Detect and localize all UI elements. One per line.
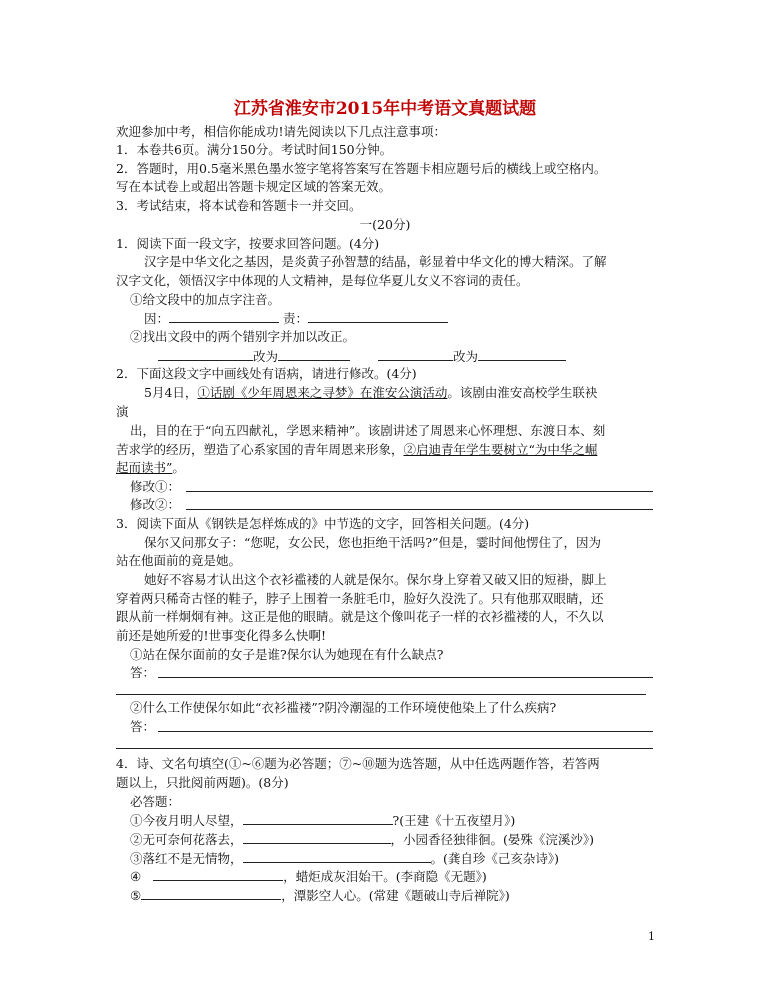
q4-stem-2: 题以上，只批阅前两题)。(8分) [116,775,289,790]
q4-stem-1: 4．诗、文名句填空(①~⑥题为必答题；⑦~⑩题为选答题，从中任选两题作答，若答两 [116,756,600,771]
notice-item-1: 1．本卷共6页。满分150分。考试时间150分钟。 [116,142,393,157]
answer-blank-yin[interactable] [169,310,279,323]
q4-item-2 [130,831,594,848]
q3-answer-line-2[interactable] [116,694,646,695]
section-heading: 一(20分) [359,217,411,232]
q2-fix-1-label: 修改①： [130,479,181,494]
q3-answer-line-1[interactable] [158,677,653,678]
q3-para-1: 保尔又问那女子：“您呢，女公民，您也拒绝干活吗?”但是，霎时间他愣住了，因为 [144,535,601,550]
q2-underlined-1: ①话剧《少年周恩来之寻梦》在淮安公演活动 [197,385,448,400]
q1-para-2: 汉字文化，领悟汉字中体现的人文精神，是每位华夏儿女义不容词的责任。 [116,273,529,288]
q2-underlined-2: ②启迪青年学生要树立“为中华之崛 [403,442,598,457]
q2-fix-2-label: 修改②： [130,497,181,512]
notice-item-2: 2．答题时，用0.5毫米黑色墨水签字笔将答案写在答题卡相应题号后的横线上或空格内。 [116,161,607,176]
notice-item-2-cont: 写在本试卷上或超出答题卡规定区域的答案无效。 [116,179,392,194]
q3-para-2: 站在他面前的竟是她。 [116,553,242,568]
q4-item-3-text: ③落红不是无情物， [130,851,243,866]
q3-answer-label-1: 答： [130,665,156,680]
q1-pinyin-row [144,310,448,327]
q2-fix-2-answer-line[interactable] [186,509,653,510]
q3-para-4: 穿着两只稀奇古怪的鞋子，脖子上围着一条脏毛巾，脸好久没洗了。只有他那双眼睛，还 [116,591,604,606]
q4-blank-1[interactable] [243,812,393,825]
q4-blank-5[interactable] [141,887,281,900]
q2-line-5 [116,460,185,476]
q1-correction-row [158,348,566,365]
q3-answer-line-4[interactable] [116,748,653,749]
q4-blank-3[interactable] [243,850,431,863]
answer-blank-ze[interactable] [308,310,448,323]
q3-para-5: 跟从前一样炯炯有神。这正是他的眼睛。就是这个像叫花子一样的衣衫褴褛的人，不久以 [116,609,604,624]
q3-para-6: 前还是她所爱的!世事变化得多么快啊! [116,628,327,643]
q3-para-3: 她好不容易才认出这个衣衫褴褛的人就是保尔。保尔身上穿着又破又旧的短褂，脚上 [144,572,607,587]
q4-blank-4[interactable] [153,868,283,881]
q4-item-2-text: ②无可奈何花落去， [130,832,243,847]
q2-underlined-2-cont: 起而读书” [116,460,173,475]
label-gaiwei: 改为 [253,349,279,364]
wrong-char-blank-2[interactable] [378,348,453,361]
q4-item-2-source: ，小园香径独徘徊。(晏殊《浣溪沙》) [390,832,595,847]
q4-item-5 [130,887,510,904]
q4-item-1-source: ?(王建《十五夜望月》) [392,813,516,828]
q2-line-1-rest: 。该剧由淮安高校学生联袂 [447,385,598,400]
q1-para-1: 汉字是中华文化之基因，是炎黄子孙智慧的结晶，彰显着中华文化的博大精深。了解 [144,254,607,269]
q4-item-5-num: ⑤ [130,888,142,903]
q4-item-4-num: ④ [130,869,142,884]
q3-answer-label-2: 答： [130,719,156,734]
page-title: 江苏省淮安市2015年中考语文真题试题 [233,99,537,119]
label-gaiwei: 改为 [452,349,478,364]
q4-blank-2[interactable] [243,831,391,844]
q4-item-4 [130,868,487,885]
q1-sub-1: ①给文段中的加点字注音。 [130,292,281,307]
correct-char-blank-2[interactable] [478,348,566,361]
notice-item-3: 3．考试结束，将本试卷和答题卡一并交回。 [116,198,362,213]
q2-period: 。 [172,460,185,475]
q2-line-4-text: 苦求学的经历，塑造了心系家国的青年周恩来形象， [116,442,404,457]
q4-item-3-source: 。(龚自珍《己亥杂诗》) [430,851,560,866]
q1-stem: 1．阅读下面一段文字，按要求回答问题。(4分) [116,236,380,251]
q3-sub-2: ②什么工作使保尔如此“衣衫褴褛”?阴冷潮湿的工作环境使他染上了什么疾病? [130,700,557,715]
q4-item-1 [130,812,515,829]
q2-fix-1-answer-line[interactable] [186,491,653,492]
q2-line-1 [144,385,597,401]
wrong-char-blank-1[interactable] [158,348,253,361]
q2-line-2: 演 [116,404,129,419]
page-number: 1 [648,930,655,943]
q4-item-5-source: ，潭影空人心。(常建《题破山寺后禅院》) [281,888,510,903]
label-yin: 因： [144,311,170,326]
q2-line-4 [116,442,597,458]
q3-stem: 3．阅读下面从《钢铁是怎样炼成的》中节选的文字，回答相关问题。(4分) [116,516,530,531]
q3-sub-1: ①站在保尔面前的女子是谁?保尔认为她现在有什么缺点? [130,647,444,662]
q4-required-label: 必答题： [130,794,181,809]
q4-item-3 [130,850,559,867]
q3-answer-line-3[interactable] [158,731,653,732]
q1-sub-2: ②找出文段中的两个错别字并加以改正。 [130,329,356,344]
label-ze: 责： [283,311,309,326]
q2-stem: 2．下面这段文字中画线处有语病，请进行修改。(4分) [116,366,417,381]
q4-item-4-source: ，蜡炬成灰泪始干。(李商隐《无题》) [283,869,487,884]
notice-intro: 欢迎参加中考，相信你能成功!请先阅读以下几点注意事项： [116,124,447,139]
correct-char-blank-1[interactable] [278,348,350,361]
q4-item-1-text: ①今夜月明人尽望， [130,813,243,828]
q2-date: 5月4日， [144,385,198,400]
q2-line-3: 出，目的在于“向五四献礼，学恩来精神”。该剧讲述了周恩来心怀理想、东渡日本、刻 [130,423,606,438]
